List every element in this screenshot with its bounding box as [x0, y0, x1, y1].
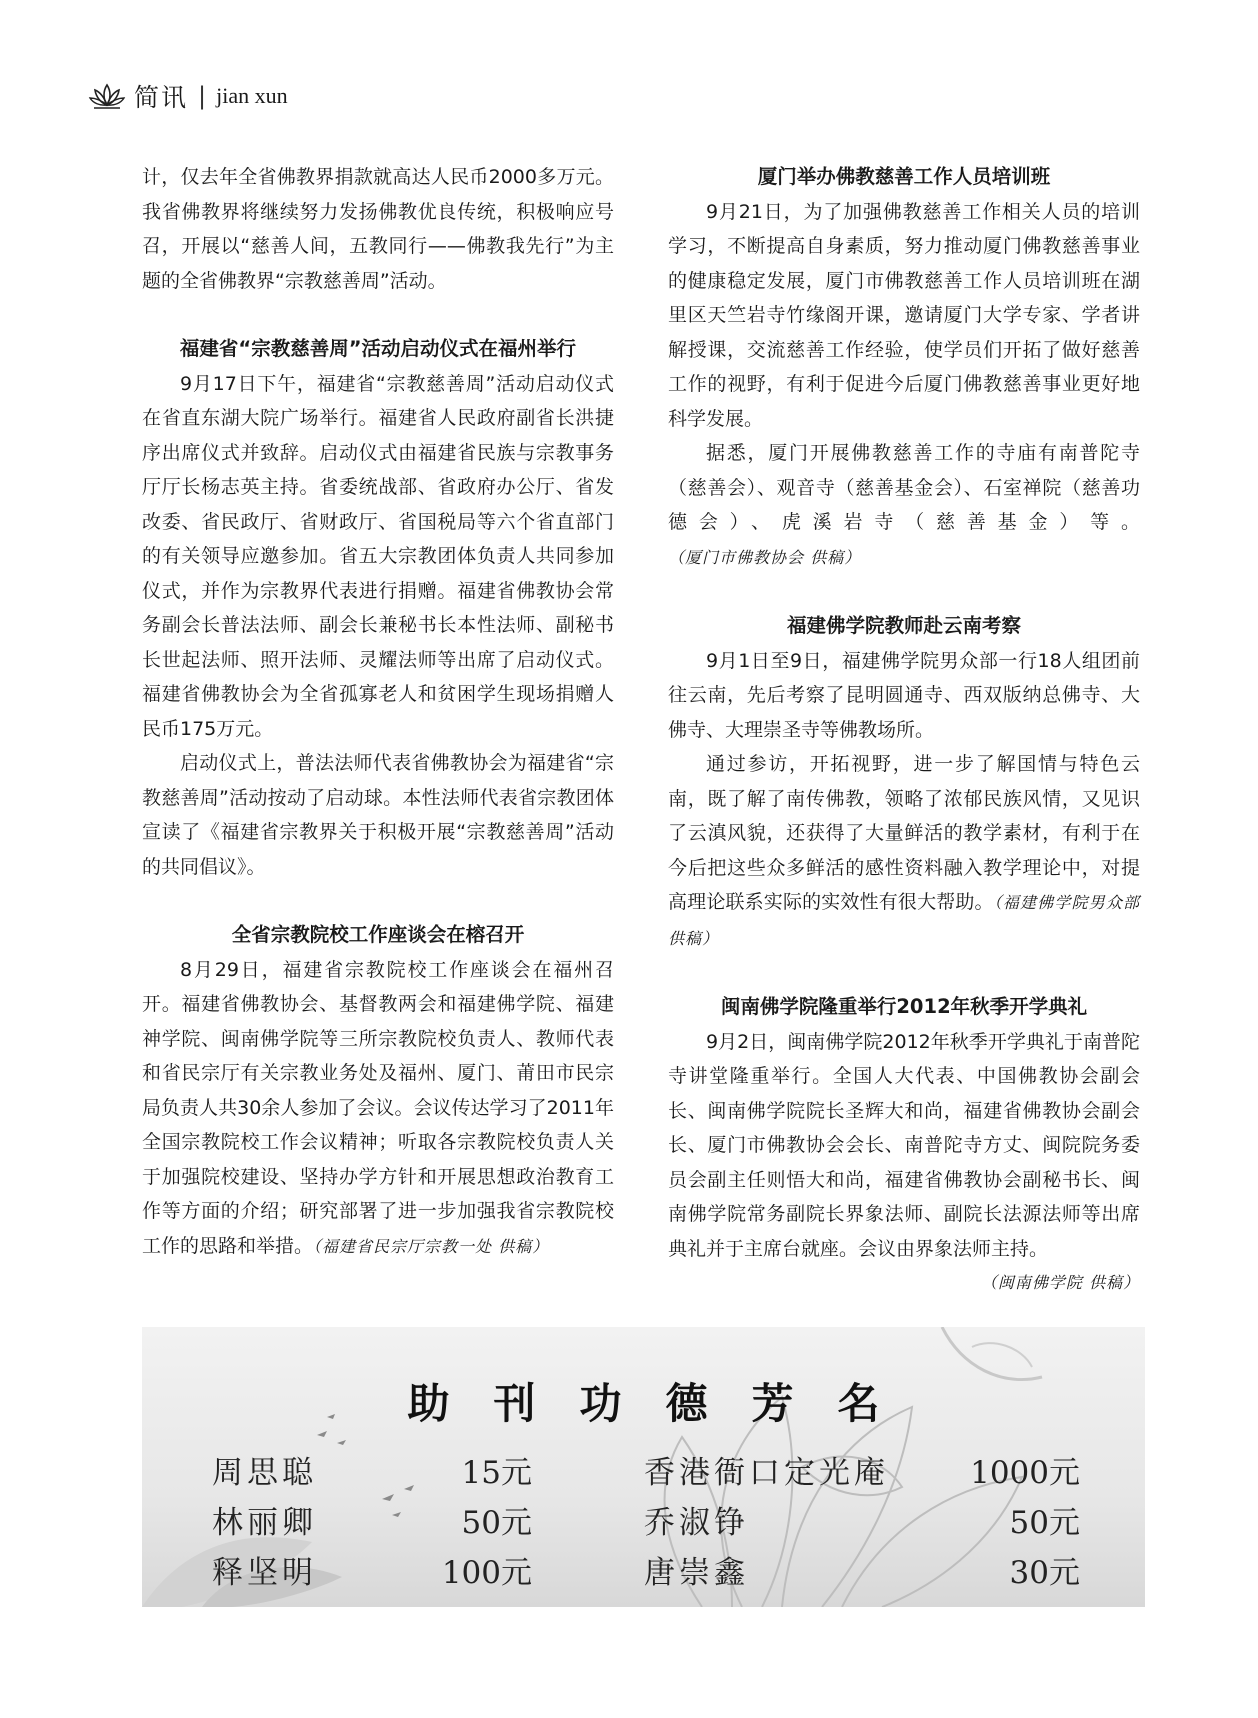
article-paragraph: [668, 747, 1140, 956]
article-source: （厦门市佛教协会 供稿）: [668, 547, 862, 567]
article-source: （闽南佛学院 供稿）: [980, 1273, 1140, 1292]
donor-amount: 50元: [461, 1505, 532, 1541]
article-paragraph: [668, 436, 1140, 575]
donor-amount: 100元: [441, 1555, 532, 1591]
donor-name: 周思聪: [212, 1455, 317, 1491]
article-paragraph: 9月2日，闽南佛学院2012年秋季开学典礼于南普陀寺讲堂隆重举行。全国人大代表、中国佛教协会副会长、闽南佛学院院长圣辉大和尚，福建省佛教协会副会长、厦门市佛教协会会长、南普陀寺方丈、闽院院务委员会副主任则悟大和尚，福建省佛教协会副秘书长、闽南佛学院常务副院长界象法师、副院长法源法师等出席典礼并于主席台就座。会议由界象法师主持。: [668, 1030, 1140, 1260]
article-paragraph: 9月21日，为了加强佛教慈善工作相关人员的培训学习，不断提高自身素质，努力推动厦门佛教慈善事业的健康稳定发展，厦门市佛教慈善工作人员培训班在湖里区天竺岩寺竹缘阁开课，邀请厦门大学专家、学者讲解授课，交流慈善工作经验，使学员们开拓了做好慈善工作的视野，有利于促进今后厦门佛教慈善事业更好地科学发展。: [668, 200, 1140, 430]
article-title-charity-week: 福建省“宗教慈善周”活动启动仪式在福州举行: [179, 337, 577, 360]
article-paragraph: 9月17日下午，福建省“宗教慈善周”活动启动仪式在省直东湖大院广场举行。福建省人民政府副省长洪捷序出席仪式并致辞。启动仪式由福建省民族与宗教事务厅厅长杨志英主持。省委统战部、省政府办公厅、省发改委、省民政厅、省财政厅、省国税局等六个省直部门的有关领导应邀参加。省五大宗教团体负责人共同参加仪式，并作为宗教界代表进行捐赠。福建省佛教协会常务副会长普法法师、副会长兼秘书长本性法师、副秘书长世起法师、照开法师、灵耀法师等出席了启动仪式。福建省佛教协会为全省孤寡老人和贫困学生现场捐赠人民币175万元。: [142, 372, 614, 740]
donor-name: 林丽卿: [212, 1505, 317, 1541]
donor-amount: 50元: [1009, 1505, 1080, 1541]
article-source: （福建佛学院男众部 供稿）: [668, 893, 1140, 948]
donor-name: 乔淑铮: [644, 1505, 749, 1541]
donor-panel-title: 助刊功德芳名: [407, 1379, 924, 1428]
intro-paragraph: 计，仅去年全省佛教界捐款就高达人民币2000多万元。我省佛教界将继续努力发扬佛教优良传统，积极响应号召，开展以“慈善人间，五教同行——佛教我先行”为主题的全省佛教界“宗教慈善周”活动。: [142, 166, 614, 292]
section-title-pinyin: jian xun: [216, 83, 288, 108]
section-title: 简讯: [134, 83, 189, 112]
right-column: [668, 160, 1140, 1301]
donor-name: 释坚明: [212, 1555, 317, 1591]
donor-name: 唐崇鑫: [644, 1555, 749, 1591]
header-separator: |: [198, 82, 207, 110]
donor-panel: [142, 1327, 1145, 1607]
donor-name: 香港衙口定光庵: [644, 1455, 889, 1491]
article-paragraph: 启动仪式上，普法法师代表省佛教协会为福建省“宗教慈善周”活动按动了启动球。本性法师代表省宗教团体宣读了《福建省宗教界关于积极开展“宗教慈善周”活动的共同倡议》。: [142, 752, 614, 878]
article-title-opening-ceremony: 闽南佛学院隆重举行2012年秋季开学典礼: [720, 995, 1088, 1018]
donor-amount: 15元: [461, 1455, 532, 1491]
article-paragraph: [142, 953, 614, 1265]
article-body: 据悉，厦门开展佛教慈善工作的寺庙有南普陀寺（慈善会）、观音寺（慈善基金会）、石室禅院（慈善功德会）、虎溪岩寺（慈善基金）等。: [668, 442, 1140, 533]
article-title-seminar: 全省宗教院校工作座谈会在榕召开: [231, 923, 525, 946]
lotus-icon: [88, 81, 126, 111]
article-source: （福建省民宗厅宗教一处 供稿）: [313, 1236, 550, 1256]
left-column: [142, 160, 614, 1264]
section-header: [88, 78, 288, 114]
donor-amount: 30元: [1009, 1555, 1080, 1591]
article-title-yunnan-trip: 福建佛学院教师赴云南考察: [786, 614, 1021, 637]
article-body: 通过参访，开拓视野，进一步了解国情与特色云南，既了解了南传佛教，领略了浓郁民族风情，又见识了云滇风貌，还获得了大量鲜活的教学素材，有利于在今后把这些众多鲜活的感性资料融入教学理论中，对提高理论联系实际的实效性有很大帮助。: [668, 753, 1140, 913]
article-paragraph: 9月1日至9日，福建佛学院男众部一行18人组团前往云南，先后考察了昆明圆通寺、西双版纳总佛寺、大佛寺、大理崇圣寺等佛教场所。: [668, 649, 1140, 741]
article-body: 8月29日，福建省宗教院校工作座谈会在福州召开。福建省佛教协会、基督教两会和福建佛学院、福建神学院、闽南佛学院等三所宗教院校负责人、教师代表和省民宗厅有关宗教业务处及福州、厦门、莆田市民宗局负责人共30余人参加了会议。会议传达学习了2011年全国宗教院校工作会议精神；听取各宗教院校负责人关于加强院校建设、坚持办学方针和开展思想政治教育工作等方面的介绍；研究部署了进一步加强我省宗教院校工作的思路和举措。: [142, 958, 614, 1257]
article-title-xiamen-training: 厦门举办佛教慈善工作人员培训班: [757, 165, 1051, 188]
donor-amount: 1000元: [970, 1455, 1080, 1491]
